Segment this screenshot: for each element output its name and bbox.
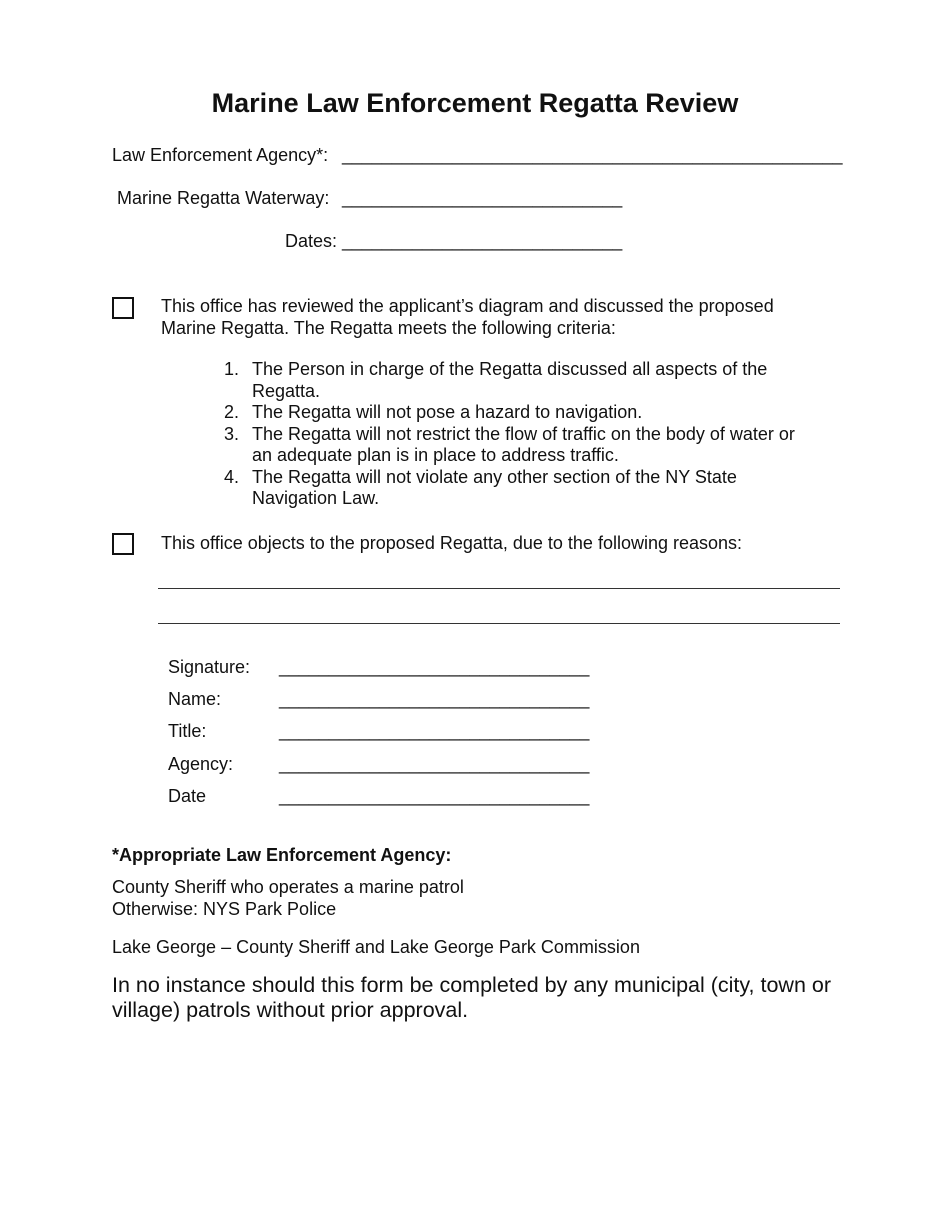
criteria-text-line1: The Regatta will not restrict the flow of traffic on the body of water or bbox=[252, 423, 795, 444]
object-text: This office objects to the proposed Regatta, due to the following reasons: bbox=[161, 533, 743, 553]
name-line[interactable]: _______________________________ bbox=[279, 689, 590, 709]
signature-label: Signature: bbox=[168, 657, 251, 677]
criteria-item bbox=[224, 467, 824, 510]
dates-field-line[interactable]: ____________________________ bbox=[342, 231, 623, 251]
agency-label: Agency: bbox=[168, 754, 234, 774]
criteria-text-line2: Regatta. bbox=[252, 380, 321, 401]
criteria-number: 1. bbox=[224, 359, 240, 379]
criteria-item bbox=[224, 402, 824, 424]
approve-checkbox[interactable] bbox=[112, 297, 134, 319]
object-checkbox[interactable] bbox=[112, 533, 134, 555]
approve-text-line2: Marine Regatta. The Regatta meets the following criteria: bbox=[161, 318, 616, 338]
criteria-text-line1: The Person in charge of the Regatta discussed all aspects of the bbox=[252, 359, 768, 379]
reason-line-1[interactable] bbox=[158, 588, 840, 589]
criteria-text-line2: an adequate plan is in place to address traffic. bbox=[252, 445, 619, 465]
criteria-number: 4. bbox=[224, 466, 240, 487]
signature-line[interactable]: _______________________________ bbox=[279, 657, 590, 677]
agency-field-label: Law Enforcement Agency*: bbox=[112, 145, 329, 165]
waterway-field-line[interactable]: ____________________________ bbox=[342, 188, 623, 208]
notes-warning: In no instance should this form be completed by any municipal (city, town or village) patrols without prior approval. bbox=[112, 973, 832, 1022]
agency-line[interactable]: _______________________________ bbox=[279, 754, 590, 774]
notes-lake-george: Lake George – County Sheriff and Lake George Park Commission bbox=[112, 937, 640, 957]
criteria-number: 2. bbox=[224, 402, 240, 422]
criteria-number: 3. bbox=[224, 423, 240, 444]
criteria-item bbox=[224, 424, 824, 467]
criteria-text-line1: The Regatta will not violate any other section of the NY State bbox=[252, 466, 737, 487]
criteria-text-line1: The Regatta will not pose a hazard to navigation. bbox=[252, 402, 643, 422]
criteria-item bbox=[224, 359, 824, 402]
notes-line-1: County Sheriff who operates a marine patrol bbox=[112, 877, 464, 897]
title-label: Title: bbox=[168, 721, 207, 741]
date-line[interactable]: _______________________________ bbox=[279, 786, 590, 806]
name-label: Name: bbox=[168, 689, 222, 709]
page-title: Marine Law Enforcement Regatta Review bbox=[211, 88, 739, 118]
criteria-list bbox=[224, 359, 824, 510]
title-line[interactable]: _______________________________ bbox=[279, 721, 590, 741]
waterway-field-label: Marine Regatta Waterway: bbox=[117, 188, 330, 208]
approve-text-line1: This office has reviewed the applicant’s diagram and discussed the proposed bbox=[161, 296, 774, 316]
notes-heading: *Appropriate Law Enforcement Agency: bbox=[112, 845, 452, 865]
notes-line-2: Otherwise: NYS Park Police bbox=[112, 899, 337, 919]
reason-line-2[interactable] bbox=[158, 623, 840, 624]
dates-field-label: Dates: bbox=[285, 231, 338, 251]
criteria-text-line2: Navigation Law. bbox=[252, 488, 380, 508]
date-label: Date bbox=[168, 786, 207, 806]
agency-field-line[interactable]: __________________________________________________ bbox=[342, 145, 843, 165]
